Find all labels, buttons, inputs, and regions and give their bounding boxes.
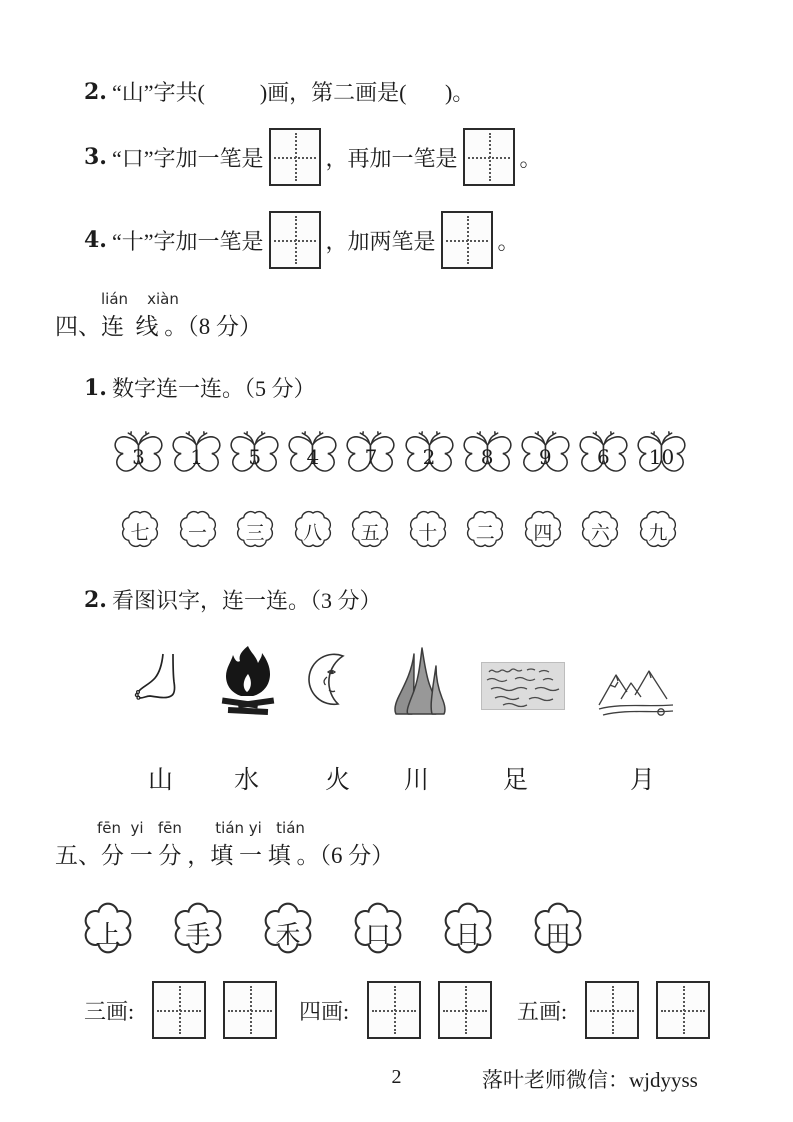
picture-mountain-peaks[interactable] bbox=[392, 646, 452, 722]
clover-character: 四 bbox=[533, 523, 553, 544]
flower-character: 田 bbox=[545, 922, 571, 949]
butterfly-number: 7 bbox=[364, 445, 378, 469]
answer-box-tianzige[interactable] bbox=[269, 211, 321, 269]
picture-water-waves[interactable] bbox=[481, 662, 565, 710]
stroke-count-group-4 bbox=[299, 981, 492, 1039]
question-4-middle: ，加两笔是 bbox=[325, 228, 436, 254]
match-character[interactable]: 火 bbox=[325, 767, 351, 794]
flower-character-item bbox=[526, 894, 590, 962]
question-2 bbox=[84, 76, 474, 107]
foot-icon bbox=[132, 651, 184, 709]
peaks-icon bbox=[392, 646, 452, 722]
fire-icon bbox=[220, 644, 276, 720]
clover-character-item[interactable] bbox=[461, 504, 509, 554]
section-5-pinyin: fēn yi fēn tián yi tián bbox=[97, 819, 305, 837]
clover-character: 九 bbox=[648, 523, 668, 544]
butterfly-number: 4 bbox=[306, 445, 320, 469]
clover-character-item[interactable] bbox=[289, 504, 337, 554]
butterfly-number: 8 bbox=[480, 445, 494, 469]
section-4-title: 四、连 线 。（8 分） bbox=[55, 314, 262, 339]
clover-character: 八 bbox=[303, 523, 323, 544]
match-character[interactable]: 月 bbox=[630, 767, 656, 794]
butterfly-row bbox=[112, 430, 688, 477]
clover-character: 一 bbox=[188, 523, 208, 544]
flower-character-item bbox=[166, 894, 230, 962]
match-character[interactable]: 山 bbox=[148, 767, 174, 794]
moon-icon bbox=[303, 650, 355, 710]
clover-character: 六 bbox=[590, 523, 610, 544]
question-4-number: 4. bbox=[84, 227, 107, 253]
stroke-count-label: 三画: bbox=[84, 998, 135, 1024]
clover-character-item[interactable] bbox=[519, 504, 567, 554]
page-number: 2 bbox=[391, 1066, 402, 1088]
flower-character: 口 bbox=[365, 922, 391, 949]
stroke-count-label: 四画: bbox=[299, 998, 350, 1024]
butterfly-number-item[interactable] bbox=[112, 430, 165, 477]
stroke-count-label: 五画: bbox=[517, 998, 568, 1024]
picture-mountain-river[interactable] bbox=[597, 665, 675, 719]
butterfly-number: 9 bbox=[538, 445, 552, 469]
match-character[interactable]: 川 bbox=[404, 767, 430, 794]
section-4-sub1-title bbox=[84, 372, 315, 403]
flower-character: 上 bbox=[95, 922, 121, 949]
picture-foot[interactable] bbox=[132, 651, 184, 709]
stroke-count-group-3 bbox=[84, 981, 277, 1039]
answer-box-tianzige[interactable] bbox=[438, 981, 492, 1039]
section-4-sub2-title bbox=[84, 584, 381, 615]
clover-character-item[interactable] bbox=[116, 504, 164, 554]
answer-box-tianzige[interactable] bbox=[152, 981, 206, 1039]
footer-credit: 落叶老师微信：wjdyyss bbox=[482, 1068, 698, 1092]
stroke-count-group-5 bbox=[517, 981, 710, 1039]
butterfly-number: 10 bbox=[648, 445, 675, 469]
flower-character: 手 bbox=[185, 922, 211, 949]
flower-character-item bbox=[76, 894, 140, 962]
question-3 bbox=[84, 128, 542, 186]
answer-box-tianzige[interactable] bbox=[656, 981, 710, 1039]
answer-box-tianzige[interactable] bbox=[585, 981, 639, 1039]
answer-box-tianzige[interactable] bbox=[463, 128, 515, 186]
butterfly-number: 3 bbox=[132, 445, 145, 469]
butterfly-number-item[interactable] bbox=[344, 430, 397, 477]
question-3-suffix: 。 bbox=[519, 145, 542, 171]
water-icon bbox=[481, 662, 565, 710]
question-4-suffix: 。 bbox=[497, 228, 520, 254]
butterfly-number-item[interactable] bbox=[519, 430, 572, 477]
section-4-pinyin: lián xiàn bbox=[101, 290, 179, 308]
clover-character-item[interactable] bbox=[634, 504, 682, 554]
clover-character: 三 bbox=[245, 523, 265, 544]
clover-character: 二 bbox=[475, 523, 495, 544]
butterfly-number-item[interactable] bbox=[461, 430, 514, 477]
flower-character: 禾 bbox=[275, 922, 301, 949]
clover-character-item[interactable] bbox=[346, 504, 394, 554]
sub2-text: 看图识字，连一连。（3 分） bbox=[111, 588, 382, 613]
clover-character-item[interactable] bbox=[174, 504, 222, 554]
butterfly-number: 5 bbox=[248, 445, 262, 469]
question-3-prefix: “口”字加一笔是 bbox=[111, 145, 264, 171]
clover-character-item[interactable] bbox=[576, 504, 624, 554]
clover-character: 七 bbox=[130, 523, 150, 544]
flower-character-item bbox=[346, 894, 410, 962]
sub1-number: 1. bbox=[84, 374, 107, 401]
sub1-text: 数字连一连。（5 分） bbox=[111, 376, 316, 401]
answer-box-tianzige[interactable] bbox=[269, 128, 321, 186]
butterfly-number-item[interactable] bbox=[286, 430, 339, 477]
butterfly-number-item[interactable] bbox=[170, 430, 223, 477]
question-2-text: “山”字共( )画，第二画是( )。 bbox=[111, 80, 475, 105]
butterfly-number: 6 bbox=[597, 445, 610, 469]
answer-box-tianzige[interactable] bbox=[223, 981, 277, 1039]
question-3-number: 3. bbox=[84, 144, 107, 170]
butterfly-number: 2 bbox=[422, 445, 436, 469]
question-4-prefix: “十”字加一笔是 bbox=[111, 228, 264, 254]
clover-character: 十 bbox=[418, 523, 438, 544]
question-4 bbox=[84, 211, 520, 269]
clover-character: 五 bbox=[360, 523, 380, 544]
flower-character-item bbox=[256, 894, 320, 962]
match-character[interactable]: 足 bbox=[503, 767, 529, 794]
butterfly-number-item[interactable] bbox=[403, 430, 456, 477]
flower-character: 日 bbox=[455, 922, 481, 949]
butterfly-number-item[interactable] bbox=[228, 430, 281, 477]
clover-row bbox=[116, 504, 682, 554]
butterfly-number-item[interactable] bbox=[635, 430, 688, 477]
flower-character-item bbox=[436, 894, 500, 962]
question-2-number: 2. bbox=[84, 78, 107, 105]
butterfly-number-item[interactable] bbox=[577, 430, 630, 477]
picture-crescent-moon[interactable] bbox=[303, 650, 355, 710]
question-3-middle: ，再加一笔是 bbox=[325, 145, 458, 171]
clover-character-item[interactable] bbox=[404, 504, 452, 554]
sub2-number: 2. bbox=[84, 586, 107, 613]
section-5-title: 五、分 一 分 ，填 一 填 。（6 分） bbox=[55, 843, 395, 868]
mountain-river-icon bbox=[597, 665, 675, 719]
match-character[interactable]: 水 bbox=[234, 767, 260, 794]
answer-box-tianzige[interactable] bbox=[367, 981, 421, 1039]
section-5-header bbox=[55, 819, 394, 870]
butterfly-number: 1 bbox=[190, 445, 203, 469]
section-4-header bbox=[55, 290, 262, 341]
picture-campfire[interactable] bbox=[220, 644, 276, 720]
answer-box-tianzige[interactable] bbox=[441, 211, 493, 269]
clover-character-item[interactable] bbox=[231, 504, 279, 554]
